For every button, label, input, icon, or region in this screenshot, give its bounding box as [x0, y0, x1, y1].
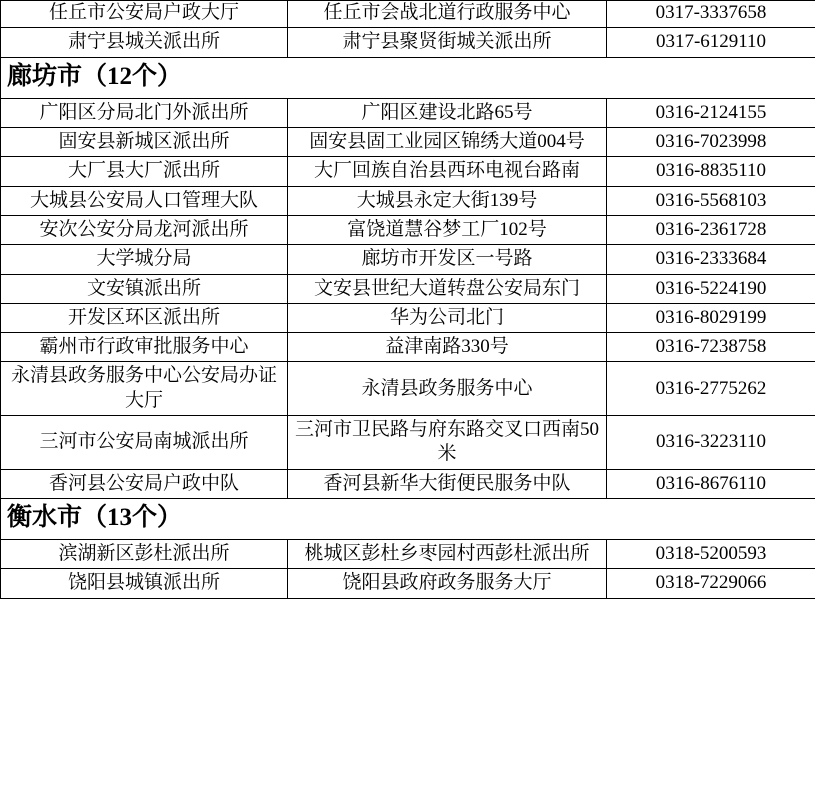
station-address: 香河县新华大街便民服务中队: [288, 469, 607, 498]
table-row: [1, 303, 815, 332]
station-phone: 0316-2361728: [607, 215, 815, 244]
table-row: [1, 157, 815, 186]
table-row: [1, 469, 815, 498]
station-name: 大城县公安局人口管理大队: [1, 186, 288, 215]
station-phone: 0316-8835110: [607, 157, 815, 186]
station-phone: 0316-3223110: [607, 416, 815, 470]
station-address: 富饶道慧谷梦工厂102号: [288, 215, 607, 244]
station-name: 大学城分局: [1, 245, 288, 274]
station-phone: 0318-5200593: [607, 540, 815, 569]
table-row: [1, 362, 815, 416]
station-name: 大厂县大厂派出所: [1, 157, 288, 186]
station-address: 华为公司北门: [288, 303, 607, 332]
table-row: [1, 186, 815, 215]
station-address: 永清县政务服务中心: [288, 362, 607, 416]
station-phone: 0316-7023998: [607, 127, 815, 156]
station-address: 大厂回族自治县西环电视台路南: [288, 157, 607, 186]
station-address: 三河市卫民路与府东路交叉口西南50米: [288, 416, 607, 470]
station-phone: 0316-8029199: [607, 303, 815, 332]
station-phone: 0316-5224190: [607, 274, 815, 303]
station-address: 任丘市会战北道行政服务中心: [288, 1, 607, 28]
station-phone: 0316-2333684: [607, 245, 815, 274]
table-row: [1, 333, 815, 362]
station-phone: 0316-8676110: [607, 469, 815, 498]
station-phone: 0316-7238758: [607, 333, 815, 362]
station-address: 饶阳县政府政务服务大厅: [288, 569, 607, 598]
station-phone: 0316-5568103: [607, 186, 815, 215]
station-name: 任丘市公安局户政大厅: [1, 1, 288, 28]
station-name: 香河县公安局户政中队: [1, 469, 288, 498]
station-name: 霸州市行政审批服务中心: [1, 333, 288, 362]
station-name: 饶阳县城镇派出所: [1, 569, 288, 598]
station-name: 广阳区分局北门外派出所: [1, 98, 288, 127]
table-row: [1, 416, 815, 470]
table-row: [1, 540, 815, 569]
city-heading-row: [1, 57, 815, 98]
table-row: [1, 127, 815, 156]
station-name: 开发区环区派出所: [1, 303, 288, 332]
station-phone: 0316-2124155: [607, 98, 815, 127]
city-heading-row: [1, 499, 815, 540]
station-address: 文安县世纪大道转盘公安局东门: [288, 274, 607, 303]
table-row: [1, 569, 815, 598]
station-name: 固安县新城区派出所: [1, 127, 288, 156]
table-row: [1, 98, 815, 127]
table-row: [1, 1, 815, 28]
station-name: 肃宁县城关派出所: [1, 28, 288, 57]
station-name: 文安镇派出所: [1, 274, 288, 303]
table-row: [1, 245, 815, 274]
station-name: 永清县政务服务中心公安局办证大厅: [1, 362, 288, 416]
station-address: 大城县永定大街139号: [288, 186, 607, 215]
station-address: 廊坊市开发区一号路: [288, 245, 607, 274]
station-address: 固安县固工业园区锦绣大道004号: [288, 127, 607, 156]
city-heading: 衡水市（13个）: [1, 499, 815, 540]
station-phone: 0317-6129110: [607, 28, 815, 57]
table-row: [1, 215, 815, 244]
station-address: 桃城区彭杜乡枣园村西彭杜派出所: [288, 540, 607, 569]
station-address: 肃宁县聚贤街城关派出所: [288, 28, 607, 57]
station-name: 安次公安分局龙河派出所: [1, 215, 288, 244]
station-name: 三河市公安局南城派出所: [1, 416, 288, 470]
station-phone: 0316-2775262: [607, 362, 815, 416]
station-address: 益津南路330号: [288, 333, 607, 362]
table-body: [1, 1, 815, 599]
table-row: [1, 274, 815, 303]
station-phone: 0317-3337658: [607, 1, 815, 28]
city-heading: 廊坊市（12个）: [1, 57, 815, 98]
table-row: [1, 28, 815, 57]
station-address: 广阳区建设北路65号: [288, 98, 607, 127]
station-phone: 0318-7229066: [607, 569, 815, 598]
station-name: 滨湖新区彭杜派出所: [1, 540, 288, 569]
